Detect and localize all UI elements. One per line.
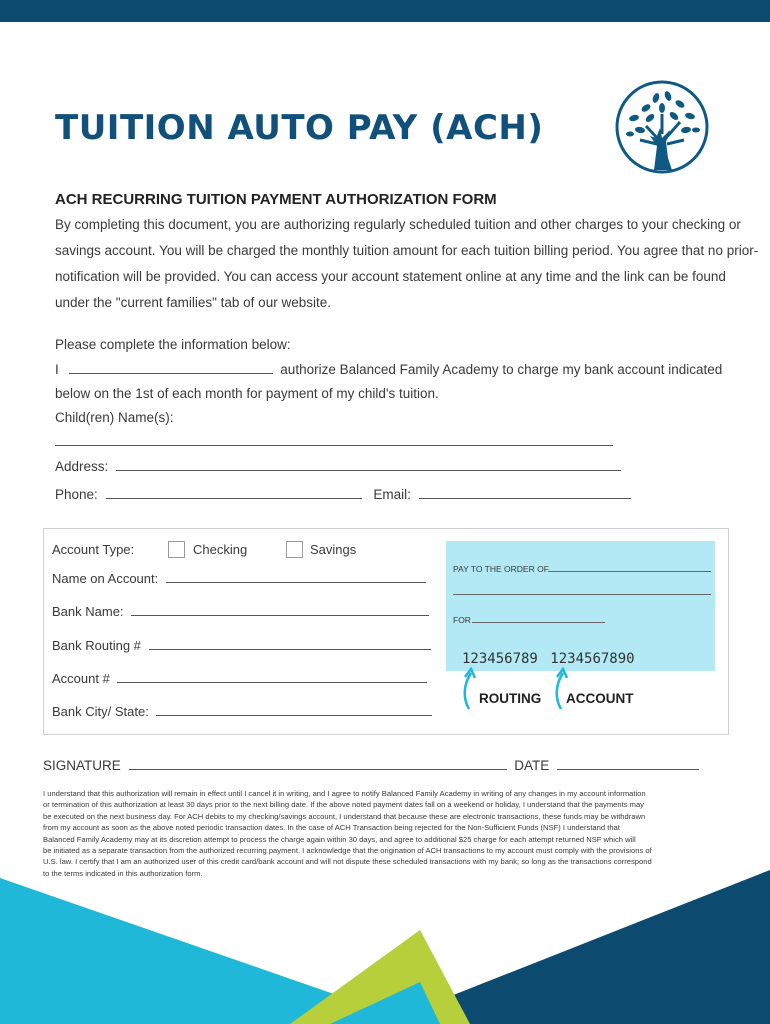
savings-checkbox[interactable] (286, 541, 303, 558)
name-on-account-row (52, 570, 426, 586)
address-row (55, 458, 621, 474)
email-label: Email: (373, 487, 411, 502)
for-label: FOR (453, 615, 471, 625)
pay-to-label: PAY TO THE ORDER OF (453, 564, 549, 574)
name-on-account-label: Name on Account: (52, 571, 159, 586)
account-number: 1234567890 (550, 651, 635, 667)
footer-decoration (0, 870, 770, 1024)
legal-line: I understand that this authorization will remain in effect until I cancel it in writing, and I agree to notify Balanced Family Academy in writing of any changes in my account information (43, 789, 646, 798)
city-state-row (52, 703, 432, 719)
intro-line: By completing this document, you are authorizing regularly scheduled tuition and other charges to your checking or (55, 217, 741, 232)
legal-line: U.S. law. I certify that I am an authorized user of this credit card/bank account and will not dispute these scheduled transactions with my bank; so long as the transactions correspond (43, 857, 652, 867)
legal-line: Balanced Family Academy may at its discretion attempt to process the charge again within 30 days, and agree to additional $25 charge for each attempt returned NSF which will (43, 834, 636, 844)
authorize-line (55, 361, 722, 377)
arrow-icons (455, 665, 575, 715)
signature-row (43, 757, 699, 773)
routing-caption: ROUTING (479, 691, 542, 706)
date-field[interactable] (557, 757, 699, 770)
legal-line: be executed on the next business day. For ACH debits to my checking/savings account, I understand that because these are electronic transactions, these funds may be withdrawn (43, 811, 646, 821)
legal-line: be initiated as a separate transaction from the authorized recurring payment. I acknowledge that the origination of ACH transactions to my account must comply with the provisions of (43, 846, 652, 856)
memo-line (472, 622, 605, 623)
email-field[interactable] (419, 486, 631, 499)
address-field[interactable] (116, 458, 621, 471)
legal-line: to the terms indicated in this authorization form. (43, 868, 203, 878)
tree-logo-icon (610, 78, 718, 176)
legal-line: from my account as soon as the above noted periodic transaction dates. In the case of ACH Transaction being rejected for the Non-Sufficient Funds (NSF) I understand that (43, 823, 620, 833)
children-label: Child(ren) Name(s): (55, 410, 174, 425)
signature-label: SIGNATURE (43, 758, 121, 773)
pay-to-line (548, 571, 711, 572)
please-complete-text: Please complete the information below: (55, 337, 291, 352)
account-number-label: Account # (52, 671, 110, 686)
page-title: TUITION AUTO PAY (ACH) (55, 108, 544, 148)
authorize-prefix: I (55, 362, 59, 377)
routing-field[interactable] (149, 637, 431, 650)
authorize-suffix: authorize Balanced Family Academy to charge my bank account indicated (280, 362, 723, 377)
authorize-line-2: below on the 1st of each month for payment of my child's tuition. (55, 386, 439, 401)
intro-line: savings account. You will be charged the monthly tuition amount for each tuition billing period. You agree that no prior- (55, 243, 759, 258)
phone-field[interactable] (106, 486, 362, 499)
intro-line: notification will be provided. You can access your account statement online at any time and the link can be found (55, 269, 726, 284)
account-number-row (52, 670, 427, 686)
routing-row (52, 637, 431, 653)
children-names-field[interactable] (55, 433, 613, 446)
legal-terms (43, 788, 733, 879)
phone-label: Phone: (55, 487, 98, 502)
bank-name-row (52, 603, 429, 619)
account-number-field[interactable] (117, 670, 427, 683)
checking-label: Checking (193, 542, 248, 557)
top-banner (0, 0, 770, 22)
bank-name-field[interactable] (131, 603, 429, 616)
intro-line: under the "current families" tab of our website. (55, 295, 331, 310)
account-type-label: Account Type: (52, 542, 135, 557)
routing-label: Bank Routing # (52, 638, 141, 653)
checking-checkbox[interactable] (168, 541, 185, 558)
address-label: Address: (55, 459, 109, 474)
intro-paragraph (55, 212, 759, 316)
parent-name-field[interactable] (69, 361, 273, 374)
city-state-label: Bank City/ State: (52, 704, 149, 719)
check-amount-line (453, 594, 711, 595)
account-caption: ACCOUNT (566, 691, 634, 706)
routing-number: 123456789 (462, 651, 538, 667)
name-on-account-field[interactable] (166, 570, 426, 583)
bank-name-label: Bank Name: (52, 604, 124, 619)
savings-label: Savings (310, 542, 357, 557)
date-label: DATE (514, 758, 550, 773)
form-subtitle: ACH RECURRING TUITION PAYMENT AUTHORIZATION FORM (55, 191, 497, 208)
city-state-field[interactable] (156, 703, 432, 716)
phone-email-row (55, 486, 631, 502)
legal-line: or termination of this authorization at least 30 days prior to the next billing date. If the above noted payment dates fall on a weekend or holiday, I understand that the payments may (43, 800, 644, 810)
signature-field[interactable] (129, 757, 507, 770)
